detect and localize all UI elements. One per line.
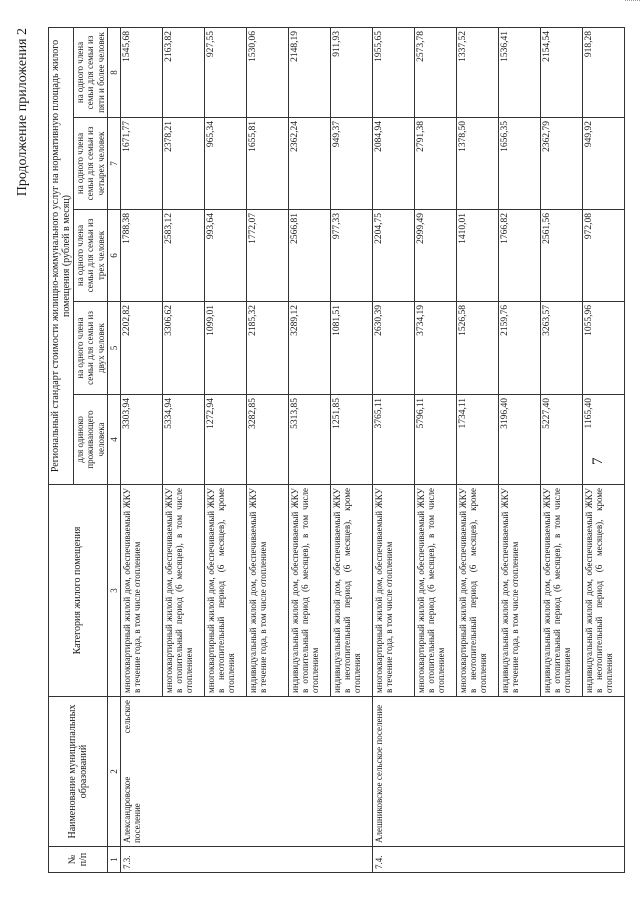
standard-value: 911,93 <box>330 28 372 118</box>
standard-value: 2362,79 <box>540 118 582 210</box>
standard-value: 2159,76 <box>498 302 540 395</box>
standard-value: 1378,50 <box>456 118 498 210</box>
standard-value: 2378,21 <box>162 118 204 210</box>
standard-value: 2573,78 <box>414 28 456 118</box>
table-row <box>372 28 414 873</box>
housing-category: многоквартирный жилой дом, обеспечиваемый ЖКУ в отопительный период (6 месяцев), в том числе отоплением <box>162 485 204 697</box>
standard-value: 1671,77 <box>120 118 162 210</box>
standard-value: 1788,38 <box>120 210 162 302</box>
standard-value: 1536,41 <box>498 28 540 118</box>
standard-value: 2185,32 <box>246 302 288 395</box>
standard-value: 2084,94 <box>372 118 414 210</box>
standard-value: 3306,62 <box>162 302 204 395</box>
col-index: 4 <box>107 395 120 485</box>
header-sub-5: на одного члена семьи для семьи из пяти и более человек <box>74 28 107 118</box>
standard-value: 927,55 <box>204 28 246 118</box>
standard-value: 965,34 <box>204 118 246 210</box>
standard-value: 2791,38 <box>414 118 456 210</box>
standard-value: 5313,85 <box>288 395 330 485</box>
header-standard: Региональный стандарт стоимости жилищно-коммунального услуг на нормативную площадь жилого помещения (рублей в месяц) <box>49 28 74 485</box>
standard-value: 2154,54 <box>540 28 582 118</box>
housing-category: индивидуальный жилой дом, обеспечиваемый ЖКУ в неотопительный период (6 месяцев), кроме отопления <box>582 485 624 697</box>
standard-value: 1545,68 <box>120 28 162 118</box>
column-index-row <box>107 28 120 873</box>
standard-value: 1955,65 <box>372 28 414 118</box>
housing-category: индивидуальный жилой дом, обеспечиваемый ЖКУ в отопительный период (6 месяцев), в том числе отоплением <box>540 485 582 697</box>
standard-value: 977,33 <box>330 210 372 302</box>
standard-value: 1251,85 <box>330 395 372 485</box>
standard-value: 1081,51 <box>330 302 372 395</box>
standard-value: 2204,75 <box>372 210 414 302</box>
standard-value: 3765,11 <box>372 395 414 485</box>
standard-value: 2999,49 <box>414 210 456 302</box>
header-sub-2: на одного члена семьи для семьи из двух человек <box>74 302 107 395</box>
col-index: 1 <box>107 847 120 873</box>
col-index: 7 <box>107 118 120 210</box>
col-index: 2 <box>107 697 120 847</box>
col-index: 6 <box>107 210 120 302</box>
standard-value: 5227,40 <box>540 395 582 485</box>
standard-value: 2202,82 <box>120 302 162 395</box>
standard-value: 3263,57 <box>540 302 582 395</box>
standard-value: 1165,40 <box>582 395 624 485</box>
row-number: 7.3. <box>120 847 372 873</box>
standard-value: 1734,11 <box>456 395 498 485</box>
standard-value: 2566,81 <box>288 210 330 302</box>
standard-value: 1656,35 <box>498 118 540 210</box>
standard-value: 1530,06 <box>246 28 288 118</box>
standard-value: 949,92 <box>582 118 624 210</box>
table-body <box>120 28 624 873</box>
header-sub-4: на одного члена семьи для семьи из четырех человек <box>74 118 107 210</box>
standard-value: 1655,81 <box>246 118 288 210</box>
header-sub-3: на одного члена семьи для семьи из трех человек <box>74 210 107 302</box>
housing-category: многоквартирный жилой дом, обеспечиваемый ЖКУ в течение года, в том числе отоплением <box>372 485 414 697</box>
standard-value: 3303,94 <box>120 395 162 485</box>
table-header <box>49 28 121 873</box>
municipality-name: Александровское сельское поселение <box>120 697 372 847</box>
standard-value: 1337,52 <box>456 28 498 118</box>
standard-value: 2163,82 <box>162 28 204 118</box>
municipality-name: Алешниковское сельское поселение <box>372 697 624 847</box>
housing-category: индивидуальный жилой дом, обеспечиваемый ЖКУ в отопительный период (6 месяцев), в том числе отоплением <box>288 485 330 697</box>
standard-value: 972,08 <box>582 210 624 302</box>
page-number: 7 <box>590 457 606 465</box>
standard-value: 1272,94 <box>204 395 246 485</box>
housing-category: многоквартирный жилой дом, обеспечиваемый ЖКУ в неотопительный период (6 месяцев), кроме отопления <box>456 485 498 697</box>
standard-value: 3282,85 <box>246 395 288 485</box>
standard-value: 2362,24 <box>288 118 330 210</box>
standard-value: 1055,96 <box>582 302 624 395</box>
standard-value: 1099,01 <box>204 302 246 395</box>
table-row <box>120 28 162 873</box>
col-index: 3 <box>107 485 120 697</box>
header-num: № п/п <box>49 847 108 873</box>
standard-value: 2583,12 <box>162 210 204 302</box>
standard-value: 2148,19 <box>288 28 330 118</box>
standard-value: 949,37 <box>330 118 372 210</box>
standard-value: 1410,01 <box>456 210 498 302</box>
standard-value: 3196,40 <box>498 395 540 485</box>
standard-value: 1766,82 <box>498 210 540 302</box>
housing-category: многоквартирный жилой дом, обеспечиваемый ЖКУ в неотопительный период (6 месяцев), кроме отопления <box>204 485 246 697</box>
standard-value: 3289,12 <box>288 302 330 395</box>
housing-category: многоквартирный жилой дом, обеспечиваемый ЖКУ в отопительный период (6 месяцев), в том числе отоплением <box>414 485 456 697</box>
appendix-caption: Продолжение приложения 2 <box>15 28 30 197</box>
housing-category: многоквартирный жилой дом, обеспечиваемый ЖКУ в течение года, в том числе отоплением <box>120 485 162 697</box>
housing-category: индивидуальный жилой дом, обеспечиваемый ЖКУ в течение года, в том числе отоплением <box>246 485 288 697</box>
header-sub-1: для одиноко проживающего человека <box>74 395 107 485</box>
standard-value: 918,28 <box>582 28 624 118</box>
standard-value: 2561,56 <box>540 210 582 302</box>
standard-value: 3734,19 <box>414 302 456 395</box>
standard-value: 5796,11 <box>414 395 456 485</box>
housing-standard-table <box>48 27 625 873</box>
standard-value: 1772,07 <box>246 210 288 302</box>
header-name: Наименование муниципальных образований <box>49 697 108 847</box>
housing-category: индивидуальный жилой дом, обеспечиваемый ЖКУ в течение года, в том числе отоплением <box>498 485 540 697</box>
standard-value: 1526,58 <box>456 302 498 395</box>
standard-value: 2630,39 <box>372 302 414 395</box>
standard-value: 993,64 <box>204 210 246 302</box>
housing-category: индивидуальный жилой дом, обеспечиваемый ЖКУ в неотопительный период (6 месяцев), кроме отопления <box>330 485 372 697</box>
header-category: Категория жилого помещения <box>49 485 108 697</box>
col-index: 5 <box>107 302 120 395</box>
row-number: 7.4. <box>372 847 624 873</box>
col-index: 8 <box>107 28 120 118</box>
standard-value: 5334,94 <box>162 395 204 485</box>
